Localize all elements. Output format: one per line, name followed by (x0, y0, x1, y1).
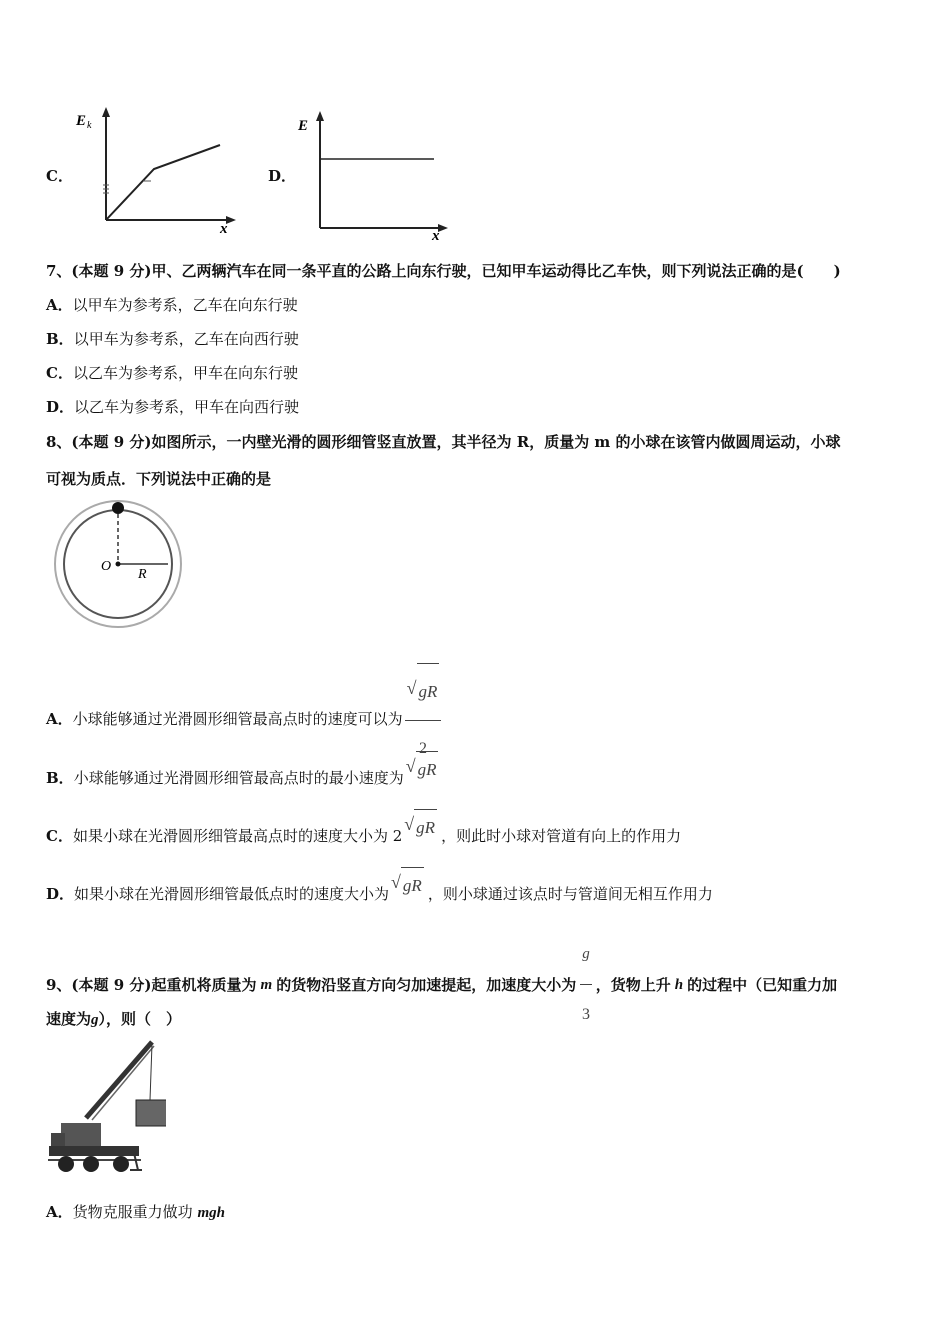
q9-option-a: A．货物克服重力做功 mgh (46, 1203, 225, 1221)
graph-c-y-sub: k (87, 120, 92, 131)
graph-d-x-label: x (432, 228, 440, 243)
q8-option-b: B． 小球能够通过光滑圆形细管最高点时的最小速度为 √ gR (46, 748, 438, 796)
graph-c-y-label: E (76, 113, 87, 129)
graph-c-x-arrow (226, 216, 236, 224)
option-d-label: D． (268, 167, 297, 185)
q8-stem-line1: 8、(本题 9 分)如图所示，一内壁光滑的圆形细管竖直放置，其半径为 R，质量为 m 的小球在该管内做圆周运动，小球 (46, 433, 841, 451)
q9-stem-line2: 速度为g），则（ ） (46, 1010, 182, 1028)
q9-stem-line1: 9、(本题 9 分)起重机将质量为 m 的货物沿竖直方向匀加速提起，加速度大小为 $\frac{g}{3}$ ，货物上升 h 的过程中（已知重力加 (46, 924, 837, 1045)
crane-chassis (49, 1146, 139, 1156)
graph-c-ek-vs-x (70, 105, 240, 235)
q7-option-c: C．以乙车为参考系，甲车在向东行驶 (46, 364, 298, 382)
q8-stem-line2: 可视为质点．下列说法中正确的是 (46, 470, 272, 488)
radius-label: R (138, 567, 147, 582)
q7-option-d: D．以乙车为参考系，甲车在向西行驶 (46, 398, 300, 416)
q8-option-d: D． 如果小球在光滑圆形细管最低点时的速度大小为 √ gR ，则小球通过该点时与管道间无相互作用力 (46, 864, 713, 912)
wheel (113, 1156, 129, 1172)
crane-figure (46, 1038, 166, 1178)
center-point (116, 562, 121, 567)
option-c-label: C． (46, 167, 73, 185)
graph-d-x-arrow (438, 224, 448, 232)
q9-acceleration-fraction: $\frac{g}{3}$ (580, 924, 592, 1045)
graph-c-line (106, 145, 220, 220)
graph-c-y-arrow (102, 107, 110, 117)
graph-d-y-label: E (298, 118, 309, 134)
center-label: O (101, 559, 112, 574)
graph-c-x-label: x (220, 221, 228, 235)
q7-option-b: B．以甲车为参考系，乙车在向西行驶 (46, 330, 299, 348)
wheel (83, 1156, 99, 1172)
cargo-box (136, 1100, 166, 1126)
graph-d-y-arrow (316, 111, 324, 121)
q7-option-a: A．以甲车为参考系，乙车在向东行驶 (46, 296, 298, 314)
crane-cable (150, 1044, 152, 1100)
q8-option-c: C． 如果小球在光滑圆形细管最高点时的速度大小为 2 √ gR ，则此时小球对管道有向上的作用力 (46, 806, 681, 854)
ball (112, 502, 124, 514)
wheel (58, 1156, 74, 1172)
q8-circular-tube-figure (46, 498, 186, 633)
q8-option-a: A． 小球能够通过光滑圆形细管最高点时的速度可以为 √ gR 2 (46, 660, 441, 777)
q7-stem: 7、(本题 9 分)甲、乙两辆汽车在同一条平直的公路上向东行驶，已知甲车运动得比乙车快，则下列说法正确的是( ) (46, 262, 841, 280)
crane-cab (61, 1123, 101, 1148)
graph-d-e-vs-x (292, 108, 452, 243)
q8-option-a-fraction: √ gR 2 (405, 660, 442, 777)
